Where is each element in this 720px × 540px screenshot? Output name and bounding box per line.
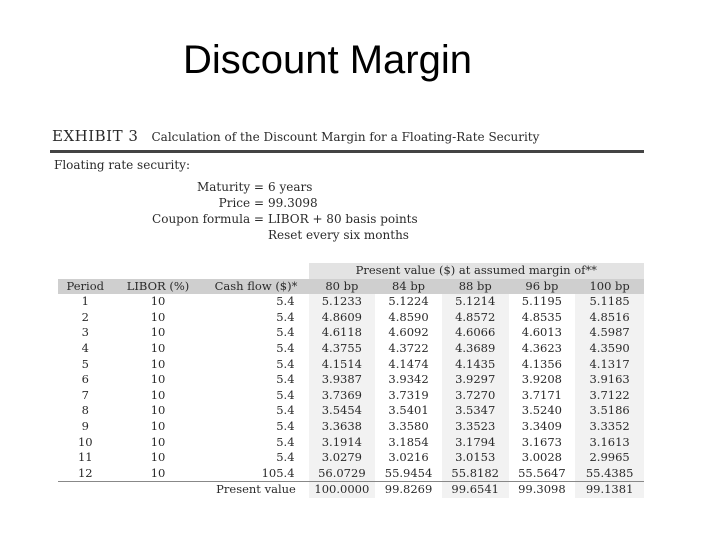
cell-pv-88bp: 3.1794 bbox=[442, 435, 509, 451]
cell-pv-80bp: 4.8609 bbox=[309, 310, 376, 326]
total-label: Present value bbox=[203, 482, 308, 498]
cell-pv-80bp: 3.0279 bbox=[309, 450, 376, 466]
cell-period: 4 bbox=[81, 340, 89, 355]
cell-cashflow: 5.4 bbox=[276, 387, 295, 402]
exhibit-figure bbox=[48, 100, 644, 510]
table-row bbox=[58, 341, 644, 357]
cell-pv-80bp: 56.0729 bbox=[309, 466, 376, 482]
cell-period: 8 bbox=[81, 403, 89, 418]
cell-pv-80bp: 3.1914 bbox=[309, 435, 376, 451]
present-value-table bbox=[58, 263, 644, 498]
present-value-row bbox=[58, 482, 644, 498]
cell-pv-88bp: 5.1214 bbox=[442, 294, 509, 310]
col-period: Period bbox=[58, 279, 113, 295]
total-96bp: 99.3098 bbox=[509, 482, 576, 498]
cell-cashflow: 5.4 bbox=[276, 340, 295, 355]
cell-pv-88bp: 4.3689 bbox=[442, 341, 509, 357]
cell-cashflow: 5.4 bbox=[276, 309, 295, 324]
cell-libor: 10 bbox=[150, 325, 166, 340]
cell-pv-88bp: 4.8572 bbox=[442, 310, 509, 326]
cell-pv-100bp: 5.1185 bbox=[575, 294, 644, 310]
cell-period: 10 bbox=[77, 434, 93, 449]
table-row bbox=[58, 325, 644, 341]
cell-cashflow: 5.4 bbox=[276, 325, 295, 340]
col-84bp: 84 bp bbox=[375, 279, 442, 295]
cell-pv-80bp: 3.5454 bbox=[309, 403, 376, 419]
cell-pv-88bp: 4.6066 bbox=[442, 325, 509, 341]
param-value-coupon: LIBOR + 80 basis points bbox=[268, 212, 418, 226]
cell-pv-96bp: 3.9208 bbox=[521, 372, 562, 387]
cell-pv-84bp: 3.7319 bbox=[388, 387, 429, 402]
cell-pv-88bp: 3.0153 bbox=[442, 450, 509, 466]
cell-pv-88bp: 3.7270 bbox=[442, 388, 509, 404]
cell-pv-84bp: 4.6092 bbox=[388, 325, 429, 340]
cell-pv-96bp: 4.1356 bbox=[521, 356, 562, 371]
table-row bbox=[58, 372, 644, 388]
col-100bp: 100 bp bbox=[575, 279, 644, 295]
exhibit-label: EXHIBIT 3 bbox=[52, 127, 139, 145]
cell-pv-84bp: 4.1474 bbox=[388, 356, 429, 371]
exhibit-rule bbox=[50, 150, 644, 153]
cell-pv-96bp: 3.1673 bbox=[521, 434, 562, 449]
cell-pv-100bp: 4.3590 bbox=[575, 341, 644, 357]
cell-period: 9 bbox=[81, 418, 89, 433]
cell-libor: 10 bbox=[150, 403, 166, 418]
cell-libor: 10 bbox=[150, 387, 166, 402]
param-label-maturity: Maturity = bbox=[196, 180, 264, 194]
cell-cashflow: 5.4 bbox=[276, 294, 295, 309]
cell-libor: 10 bbox=[150, 434, 166, 449]
cell-pv-84bp: 3.5401 bbox=[388, 403, 429, 418]
cell-pv-96bp: 4.8535 bbox=[521, 309, 562, 324]
cell-pv-96bp: 3.0028 bbox=[521, 450, 562, 465]
param-value-price: 99.3098 bbox=[268, 196, 318, 210]
cell-libor: 10 bbox=[150, 356, 166, 371]
cell-pv-80bp: 4.3755 bbox=[309, 341, 376, 357]
cell-pv-80bp: 3.9387 bbox=[309, 372, 376, 388]
cell-cashflow: 5.4 bbox=[276, 356, 295, 371]
cell-libor: 10 bbox=[150, 450, 166, 465]
cell-period: 6 bbox=[81, 372, 89, 387]
cell-period: 1 bbox=[81, 294, 89, 309]
cell-cashflow: 5.4 bbox=[276, 418, 295, 433]
col-80bp: 80 bp bbox=[309, 279, 376, 295]
cell-pv-100bp: 55.4385 bbox=[575, 466, 644, 482]
cell-libor: 10 bbox=[150, 294, 166, 309]
param-label-price: Price = bbox=[218, 196, 264, 210]
exhibit-subtitle: Floating rate security: bbox=[54, 158, 190, 172]
cell-pv-96bp: 3.5240 bbox=[521, 403, 562, 418]
table-row bbox=[58, 388, 644, 404]
cell-period: 12 bbox=[77, 465, 93, 480]
cell-pv-88bp: 3.9297 bbox=[442, 372, 509, 388]
cell-pv-80bp: 5.1233 bbox=[309, 294, 376, 310]
cell-pv-100bp: 3.5186 bbox=[575, 403, 644, 419]
cell-libor: 10 bbox=[150, 340, 166, 355]
cell-pv-88bp: 3.5347 bbox=[442, 403, 509, 419]
cell-period: 3 bbox=[81, 325, 89, 340]
cell-pv-96bp: 3.7171 bbox=[521, 387, 562, 402]
cell-pv-80bp: 3.7369 bbox=[309, 388, 376, 404]
total-88bp: 99.6541 bbox=[442, 482, 509, 498]
cell-pv-84bp: 3.9342 bbox=[388, 372, 429, 387]
cell-pv-100bp: 2.9965 bbox=[575, 450, 644, 466]
exhibit-header bbox=[52, 126, 539, 145]
cell-cashflow: 105.4 bbox=[261, 465, 295, 480]
cell-cashflow: 5.4 bbox=[276, 450, 295, 465]
cell-pv-88bp: 3.3523 bbox=[442, 419, 509, 435]
table-row bbox=[58, 294, 644, 310]
cell-pv-84bp: 55.9454 bbox=[384, 465, 433, 480]
cell-pv-84bp: 3.1854 bbox=[388, 434, 429, 449]
total-100bp: 99.1381 bbox=[575, 482, 644, 498]
cell-pv-84bp: 3.0216 bbox=[388, 450, 429, 465]
cell-libor: 10 bbox=[150, 309, 166, 324]
table-row bbox=[58, 466, 644, 482]
table-row bbox=[58, 450, 644, 466]
table-row bbox=[58, 435, 644, 451]
cell-pv-96bp: 4.3623 bbox=[521, 340, 562, 355]
cell-pv-100bp: 4.8516 bbox=[575, 310, 644, 326]
exhibit-caption: Calculation of the Discount Margin for a Floating-Rate Security bbox=[151, 130, 540, 144]
param-value-maturity: 6 years bbox=[268, 180, 313, 194]
column-header-row bbox=[58, 279, 644, 295]
cell-cashflow: 5.4 bbox=[276, 434, 295, 449]
cell-pv-100bp: 3.9163 bbox=[575, 372, 644, 388]
band-header-row bbox=[58, 263, 644, 279]
cell-cashflow: 5.4 bbox=[276, 403, 295, 418]
cell-pv-100bp: 4.1317 bbox=[575, 357, 644, 373]
table-row bbox=[58, 310, 644, 326]
cell-pv-84bp: 4.3722 bbox=[388, 340, 429, 355]
cell-pv-96bp: 55.5647 bbox=[518, 465, 566, 480]
cell-cashflow: 5.4 bbox=[276, 372, 295, 387]
cell-pv-96bp: 3.3409 bbox=[521, 418, 562, 433]
cell-pv-100bp: 3.3352 bbox=[575, 419, 644, 435]
table-row bbox=[58, 419, 644, 435]
cell-period: 5 bbox=[81, 356, 89, 371]
cell-pv-84bp: 4.8590 bbox=[388, 309, 429, 324]
cell-pv-80bp: 3.3638 bbox=[309, 419, 376, 435]
table-row bbox=[58, 403, 644, 419]
cell-pv-88bp: 55.8182 bbox=[442, 466, 509, 482]
cell-period: 2 bbox=[81, 309, 89, 324]
cell-pv-80bp: 4.6118 bbox=[309, 325, 376, 341]
cell-libor: 10 bbox=[150, 372, 166, 387]
total-80bp: 100.0000 bbox=[309, 482, 376, 498]
cell-pv-80bp: 4.1514 bbox=[309, 357, 376, 373]
cell-pv-100bp: 3.1613 bbox=[575, 435, 644, 451]
cell-period: 7 bbox=[81, 387, 89, 402]
cell-pv-100bp: 4.5987 bbox=[575, 325, 644, 341]
slide-title: Discount Margin bbox=[183, 38, 473, 82]
cell-pv-100bp: 3.7122 bbox=[575, 388, 644, 404]
cell-period: 11 bbox=[77, 450, 93, 465]
cell-pv-84bp: 5.1224 bbox=[388, 294, 429, 309]
cell-pv-88bp: 4.1435 bbox=[442, 357, 509, 373]
table-row bbox=[58, 357, 644, 373]
col-libor: LIBOR (%) bbox=[113, 279, 204, 295]
band-header: Present value ($) at assumed margin of** bbox=[309, 263, 644, 279]
param-value-reset: Reset every six months bbox=[268, 228, 409, 242]
col-88bp: 88 bp bbox=[442, 279, 509, 295]
cell-pv-96bp: 5.1195 bbox=[521, 294, 562, 309]
cell-pv-84bp: 3.3580 bbox=[388, 418, 429, 433]
cell-libor: 10 bbox=[150, 418, 166, 433]
param-label-coupon: Coupon formula = bbox=[152, 212, 264, 226]
cell-pv-96bp: 4.6013 bbox=[521, 325, 562, 340]
cell-libor: 10 bbox=[150, 465, 166, 480]
total-84bp: 99.8269 bbox=[375, 482, 442, 498]
col-96bp: 96 bp bbox=[509, 279, 576, 295]
col-cashflow: Cash flow ($)* bbox=[203, 279, 308, 295]
